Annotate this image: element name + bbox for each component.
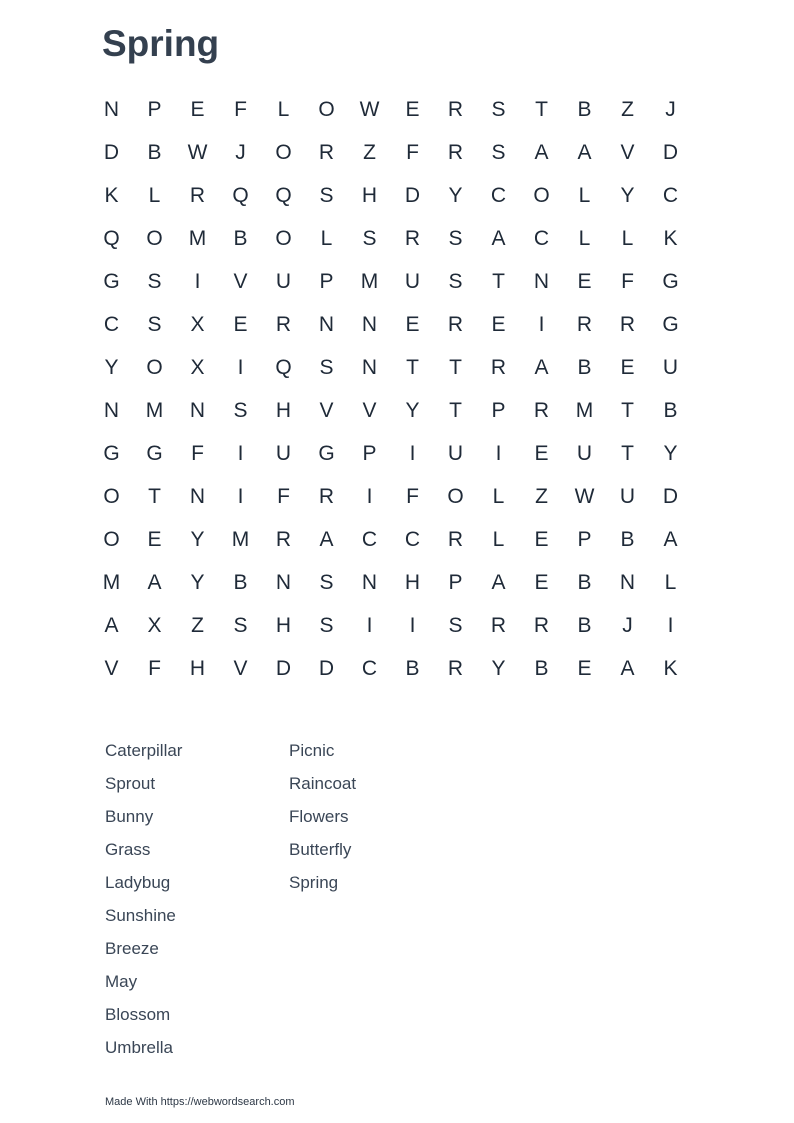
grid-cell[interactable]: K xyxy=(663,656,678,680)
grid-cell[interactable]: C xyxy=(404,527,421,551)
grid-cell[interactable]: A xyxy=(534,140,549,164)
grid-cell[interactable]: T xyxy=(449,355,462,379)
grid-cell[interactable]: Q xyxy=(275,355,292,379)
word-list-item: Breeze xyxy=(105,939,159,958)
grid-cell[interactable]: C xyxy=(490,183,507,207)
grid-cell[interactable]: G xyxy=(662,312,679,336)
grid-cell[interactable]: E xyxy=(577,656,592,680)
grid-cell[interactable]: N xyxy=(189,484,206,508)
grid-cell[interactable]: B xyxy=(577,570,592,594)
grid-cell[interactable]: H xyxy=(275,398,292,422)
grid-cell[interactable]: Q xyxy=(103,226,120,250)
grid-cell[interactable]: Z xyxy=(363,140,376,164)
grid-cell[interactable]: P xyxy=(491,398,506,422)
grid-row xyxy=(90,432,692,475)
grid-cell[interactable]: R xyxy=(576,312,593,336)
grid-cell[interactable]: U xyxy=(275,441,292,465)
grid-cell[interactable]: N xyxy=(361,312,378,336)
grid-cell[interactable]: A xyxy=(534,355,549,379)
grid-cell[interactable]: R xyxy=(533,613,550,637)
grid-cell[interactable]: B xyxy=(534,656,549,680)
word-column xyxy=(105,734,289,1064)
grid-cell[interactable]: E xyxy=(534,527,549,551)
grid-cell[interactable]: U xyxy=(662,355,679,379)
grid-cell[interactable]: S xyxy=(448,269,463,293)
grid-cell[interactable]: J xyxy=(622,613,633,637)
grid-cell[interactable]: Y xyxy=(190,527,205,551)
grid-cell[interactable]: R xyxy=(447,140,464,164)
grid-cell[interactable]: S xyxy=(362,226,377,250)
grid-cell[interactable]: G xyxy=(103,441,120,465)
grid-cell[interactable]: F xyxy=(191,441,204,465)
grid-cell[interactable]: W xyxy=(574,484,595,508)
grid-cell[interactable]: N xyxy=(619,570,636,594)
grid-cell[interactable]: F xyxy=(148,656,161,680)
grid-cell[interactable]: U xyxy=(619,484,636,508)
grid-cell[interactable]: E xyxy=(405,97,420,121)
grid-cell[interactable]: E xyxy=(534,570,549,594)
grid-cell[interactable]: S xyxy=(448,613,463,637)
word-list-item: Umbrella xyxy=(105,1038,174,1057)
grid-cell[interactable]: R xyxy=(275,527,292,551)
grid-cell[interactable]: T xyxy=(621,398,634,422)
grid-cell[interactable]: O xyxy=(533,183,550,207)
grid-cell[interactable]: E xyxy=(405,312,420,336)
grid-cell[interactable]: A xyxy=(491,570,506,594)
word-list-item: Grass xyxy=(105,840,151,859)
grid-cell[interactable]: Z xyxy=(535,484,548,508)
grid-cell[interactable]: O xyxy=(103,484,120,508)
grid-cell[interactable]: S xyxy=(233,613,248,637)
grid-cell[interactable]: S xyxy=(319,570,334,594)
grid-cell[interactable]: K xyxy=(104,183,119,207)
grid-cell[interactable]: Y xyxy=(620,183,635,207)
grid-cell[interactable]: C xyxy=(361,527,378,551)
footer-credit: Made With https://webwordsearch.com xyxy=(105,1096,295,1108)
grid-cell[interactable]: O xyxy=(275,140,292,164)
grid-cell[interactable]: L xyxy=(492,484,505,508)
grid-cell[interactable]: D xyxy=(662,140,679,164)
grid-cell[interactable]: R xyxy=(447,527,464,551)
grid-cell[interactable]: F xyxy=(406,484,419,508)
grid-cell[interactable]: B xyxy=(663,398,678,422)
grid-cell[interactable]: F xyxy=(406,140,419,164)
grid-cell[interactable]: E xyxy=(491,312,506,336)
letter-grid xyxy=(90,88,692,690)
grid-cell[interactable]: N xyxy=(361,355,378,379)
grid-row xyxy=(90,303,692,346)
grid-cell[interactable]: C xyxy=(103,312,120,336)
grid-cell[interactable]: C xyxy=(533,226,550,250)
grid-cell[interactable]: O xyxy=(103,527,120,551)
grid-cell[interactable]: E xyxy=(577,269,592,293)
grid-cell[interactable]: P xyxy=(319,269,334,293)
grid-cell[interactable]: D xyxy=(275,656,292,680)
grid-cell[interactable]: I xyxy=(495,441,502,465)
grid-cell[interactable]: I xyxy=(237,441,244,465)
grid-cell[interactable]: L xyxy=(578,226,591,250)
grid-cell[interactable]: T xyxy=(535,97,548,121)
grid-cell[interactable]: M xyxy=(360,269,379,293)
grid-row xyxy=(90,217,692,260)
grid-cell[interactable]: O xyxy=(146,226,163,250)
grid-cell[interactable]: X xyxy=(190,312,205,336)
grid-cell[interactable]: R xyxy=(619,312,636,336)
grid-row xyxy=(90,518,692,561)
grid-cell[interactable]: L xyxy=(148,183,161,207)
word-list xyxy=(105,734,489,1064)
grid-cell[interactable]: N xyxy=(103,398,120,422)
grid-cell[interactable]: I xyxy=(667,613,674,637)
grid-cell[interactable]: S xyxy=(448,226,463,250)
grid-row xyxy=(90,88,692,131)
grid-cell[interactable]: I xyxy=(409,441,416,465)
grid-cell[interactable]: H xyxy=(404,570,421,594)
grid-cell[interactable]: S xyxy=(147,312,162,336)
grid-cell[interactable]: G xyxy=(662,269,679,293)
word-list-item: Sprout xyxy=(105,774,156,793)
grid-cell[interactable]: M xyxy=(145,398,164,422)
grid-cell[interactable]: P xyxy=(448,570,463,594)
grid-cell[interactable]: Q xyxy=(232,183,249,207)
grid-row xyxy=(90,131,692,174)
grid-cell[interactable]: L xyxy=(492,527,505,551)
grid-cell[interactable]: S xyxy=(491,97,506,121)
grid-cell[interactable]: C xyxy=(361,656,378,680)
word-list-item: May xyxy=(105,972,138,991)
grid-cell[interactable]: N xyxy=(103,97,120,121)
grid-cell[interactable]: I xyxy=(409,613,416,637)
grid-cell[interactable]: B xyxy=(577,613,592,637)
grid-cell[interactable]: Y xyxy=(448,183,463,207)
grid-cell[interactable]: X xyxy=(147,613,162,637)
grid-cell[interactable]: I xyxy=(538,312,545,336)
grid-cell[interactable]: Y xyxy=(190,570,205,594)
grid-cell[interactable]: E xyxy=(190,97,205,121)
word-list-item: Sunshine xyxy=(105,906,176,925)
grid-cell[interactable]: R xyxy=(447,97,464,121)
grid-cell[interactable]: T xyxy=(492,269,505,293)
grid-cell[interactable]: A xyxy=(319,527,334,551)
grid-cell[interactable]: G xyxy=(318,441,335,465)
grid-cell[interactable]: O xyxy=(146,355,163,379)
grid-cell[interactable]: S xyxy=(319,183,334,207)
grid-cell[interactable]: V xyxy=(620,140,635,164)
word-list-item: Butterfly xyxy=(289,840,352,859)
grid-cell[interactable]: N xyxy=(189,398,206,422)
grid-cell[interactable]: I xyxy=(194,269,201,293)
grid-cell[interactable]: Z xyxy=(621,97,634,121)
grid-cell[interactable]: P xyxy=(362,441,377,465)
grid-cell[interactable]: T xyxy=(621,441,634,465)
grid-cell[interactable]: O xyxy=(275,226,292,250)
grid-row xyxy=(90,561,692,604)
grid-cell[interactable]: R xyxy=(318,140,335,164)
grid-cell[interactable]: G xyxy=(103,269,120,293)
grid-cell[interactable]: M xyxy=(188,226,207,250)
grid-cell[interactable]: V xyxy=(319,398,334,422)
grid-cell[interactable]: L xyxy=(320,226,333,250)
grid-cell[interactable]: D xyxy=(404,183,421,207)
grid-cell[interactable]: S xyxy=(491,140,506,164)
grid-cell[interactable]: A xyxy=(491,226,506,250)
grid-cell[interactable]: R xyxy=(318,484,335,508)
grid-cell[interactable]: O xyxy=(447,484,464,508)
grid-cell[interactable]: G xyxy=(146,441,163,465)
grid-cell[interactable]: V xyxy=(362,398,377,422)
grid-cell[interactable]: H xyxy=(275,613,292,637)
grid-cell[interactable]: E xyxy=(233,312,248,336)
grid-cell[interactable]: R xyxy=(533,398,550,422)
grid-cell[interactable]: A xyxy=(577,140,592,164)
grid-cell[interactable]: E xyxy=(620,355,635,379)
grid-cell[interactable]: L xyxy=(277,97,290,121)
grid-cell[interactable]: Y xyxy=(491,656,506,680)
grid-cell[interactable]: U xyxy=(404,269,421,293)
grid-cell[interactable]: S xyxy=(233,398,248,422)
grid-cell[interactable]: M xyxy=(575,398,594,422)
grid-cell[interactable]: C xyxy=(662,183,679,207)
grid-cell[interactable]: X xyxy=(190,355,205,379)
grid-cell[interactable]: H xyxy=(361,183,378,207)
grid-cell[interactable]: W xyxy=(359,97,380,121)
word-list-item: Flowers xyxy=(289,807,349,826)
grid-cell[interactable]: R xyxy=(490,355,507,379)
word-list-item: Spring xyxy=(289,873,339,892)
grid-cell[interactable]: R xyxy=(189,183,206,207)
grid-cell[interactable]: P xyxy=(577,527,592,551)
grid-cell[interactable]: A xyxy=(147,570,162,594)
grid-cell[interactable]: B xyxy=(577,97,592,121)
grid-cell[interactable]: F xyxy=(621,269,634,293)
grid-cell[interactable]: D xyxy=(318,656,335,680)
grid-cell[interactable]: H xyxy=(189,656,206,680)
grid-cell[interactable]: R xyxy=(447,656,464,680)
grid-cell[interactable]: Y xyxy=(663,441,678,465)
grid-row xyxy=(90,346,692,389)
grid-cell[interactable]: V xyxy=(233,656,248,680)
grid-cell[interactable]: T xyxy=(449,398,462,422)
word-list-item: Blossom xyxy=(105,1005,171,1024)
page-title: Spring xyxy=(102,23,220,64)
grid-cell[interactable]: S xyxy=(319,355,334,379)
grid-cell[interactable]: S xyxy=(147,269,162,293)
grid-cell[interactable]: A xyxy=(663,527,678,551)
grid-cell[interactable]: A xyxy=(620,656,635,680)
grid-cell[interactable]: V xyxy=(104,656,119,680)
grid-cell[interactable]: I xyxy=(237,484,244,508)
grid-row xyxy=(90,389,692,432)
grid-row xyxy=(90,647,692,690)
grid-cell[interactable]: U xyxy=(275,269,292,293)
word-list-item: Ladybug xyxy=(105,873,171,892)
grid-cell[interactable]: B xyxy=(405,656,420,680)
grid-cell[interactable]: E xyxy=(534,441,549,465)
grid-cell[interactable]: E xyxy=(147,527,162,551)
grid-row xyxy=(90,604,692,647)
grid-cell[interactable]: F xyxy=(234,97,247,121)
grid-cell[interactable]: B xyxy=(233,226,248,250)
grid-cell[interactable]: L xyxy=(664,570,677,594)
grid-cell[interactable]: M xyxy=(102,570,121,594)
grid-cell[interactable]: W xyxy=(187,140,208,164)
grid-cell[interactable]: L xyxy=(578,183,591,207)
grid-cell[interactable]: B xyxy=(577,355,592,379)
grid-cell[interactable]: O xyxy=(318,97,335,121)
grid-cell[interactable]: R xyxy=(404,226,421,250)
grid-cell[interactable]: T xyxy=(406,355,419,379)
grid-cell[interactable]: Y xyxy=(104,355,119,379)
grid-cell[interactable]: N xyxy=(275,570,292,594)
grid-cell[interactable]: Y xyxy=(405,398,420,422)
grid-cell[interactable]: S xyxy=(319,613,334,637)
grid-cell[interactable]: I xyxy=(237,355,244,379)
grid-cell[interactable]: M xyxy=(231,527,250,551)
grid-cell[interactable]: Z xyxy=(191,613,204,637)
grid-cell[interactable]: I xyxy=(366,484,373,508)
word-list-item: Raincoat xyxy=(289,774,357,793)
word-list-item: Caterpillar xyxy=(105,741,183,760)
grid-cell[interactable]: Q xyxy=(275,183,292,207)
grid-cell[interactable]: B xyxy=(233,570,248,594)
grid-cell[interactable]: J xyxy=(665,97,676,121)
grid-cell[interactable]: N xyxy=(361,570,378,594)
grid-cell[interactable]: R xyxy=(447,312,464,336)
grid-cell[interactable]: V xyxy=(233,269,248,293)
grid-row xyxy=(90,260,692,303)
grid-cell[interactable]: N xyxy=(318,312,335,336)
grid-cell[interactable]: U xyxy=(576,441,593,465)
grid-cell[interactable]: F xyxy=(277,484,290,508)
grid-cell[interactable]: L xyxy=(621,226,634,250)
grid-cell[interactable]: D xyxy=(103,140,120,164)
word-column xyxy=(289,734,489,1064)
grid-row xyxy=(90,475,692,518)
grid-cell[interactable]: T xyxy=(148,484,161,508)
grid-cell[interactable]: U xyxy=(447,441,464,465)
grid-cell[interactable]: B xyxy=(620,527,635,551)
grid-cell[interactable]: B xyxy=(147,140,162,164)
grid-cell[interactable]: R xyxy=(275,312,292,336)
grid-row xyxy=(90,174,692,217)
grid-cell[interactable]: R xyxy=(490,613,507,637)
word-list-item: Picnic xyxy=(289,741,335,760)
grid-cell[interactable]: N xyxy=(533,269,550,293)
grid-cell[interactable]: J xyxy=(235,140,246,164)
grid-cell[interactable]: I xyxy=(366,613,373,637)
word-list-item: Bunny xyxy=(105,807,154,826)
grid-cell[interactable]: P xyxy=(147,97,162,121)
grid-cell[interactable]: K xyxy=(663,226,678,250)
grid-cell[interactable]: D xyxy=(662,484,679,508)
grid-cell[interactable]: A xyxy=(104,613,119,637)
